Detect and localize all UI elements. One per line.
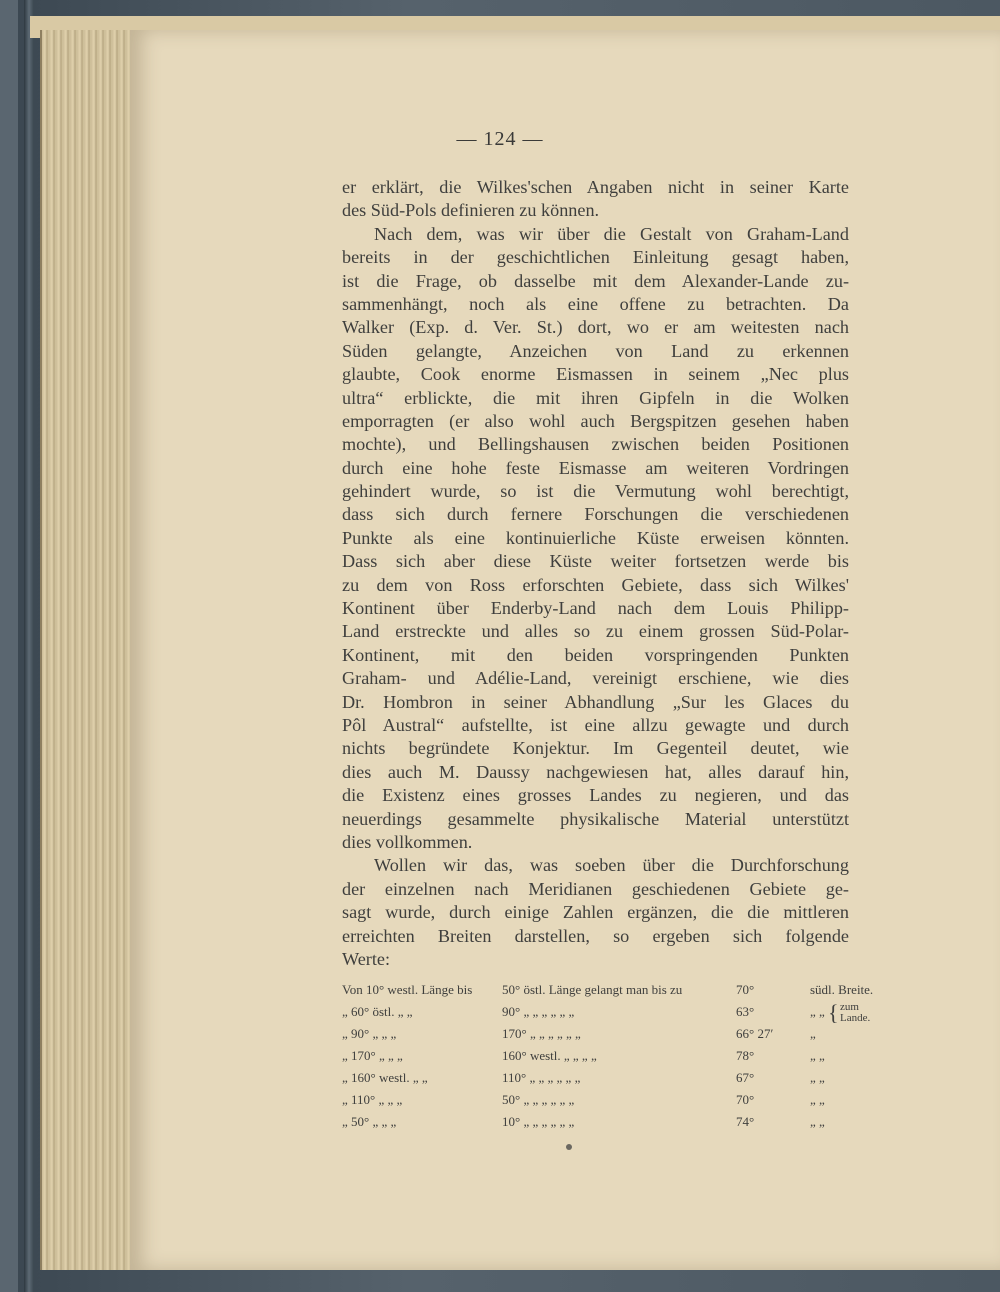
text-line: sammenhängt, noch als eine offene zu betrachten. Da (342, 293, 849, 314)
latitude-table (342, 982, 882, 1136)
text-line: mochte), und Bellingshausen zwischen beiden Positionen (342, 434, 849, 455)
text-line: dies auch M. Daussy nachgewiesen hat, alles darauf hin, (342, 761, 849, 782)
text-line: neuerdings gesammelte physikalische Material unterstützt (342, 808, 849, 829)
text-line: Walker (Exp. d. Ver. St.) dort, wo er am weitesten nach (342, 317, 849, 338)
table-cell-from: „ 60° östl. „ „ (342, 1004, 413, 1019)
text-line: der einzelnen nach Meridianen geschiedenen Gebiete ge- (342, 878, 849, 899)
text-line: Pôl Austral“ aufstellte, ist eine allzu gewagte und durch (342, 714, 849, 735)
brace-note: zum Lande. (840, 1001, 871, 1024)
text-line: nichts begründete Konjektur. Im Gegenteil deutet, wie (342, 738, 849, 759)
text-line: Werte: (342, 948, 391, 969)
text-line: des Süd-Pols definieren zu können. (342, 200, 600, 221)
text-line: Wollen wir das, was soeben über die Durchforschung (374, 855, 849, 876)
table-cell-unit: „ „ (810, 1114, 825, 1129)
table-cell-latitude: 70° (736, 1092, 755, 1107)
table-cell-from: Von 10° westl. Länge bis (342, 982, 473, 997)
text-line: Punkte als eine kontinuierliche Küste erweisen könnten. (342, 527, 849, 548)
table-row (342, 1000, 882, 1026)
table-cell-to: 50° östl. Länge gelangt man bis zu (502, 982, 683, 997)
table-cell-unit: „ „ (810, 1092, 825, 1107)
text-line: zu dem von Ross erforschten Gebiete, dass sich Wilkes' (342, 574, 849, 595)
table-cell-latitude: 74° (736, 1114, 755, 1129)
text-line: erreichten Breiten darstellen, so ergeben sich folgende (342, 925, 849, 946)
text-line: Land erstreckte und alles so zu einem grossen Süd-Polar- (342, 621, 849, 642)
table-cell-latitude: 66° 27′ (736, 1026, 774, 1041)
text-line: sagt wurde, durch einige Zahlen ergänzen, die die mittleren (342, 902, 849, 923)
text-line: er erklärt, die Wilkes'schen Angaben nicht in seiner Karte (342, 177, 849, 197)
table-cell-to: 110° „ „ „ „ „ „ (502, 1070, 581, 1085)
table-cell-latitude: 70° (736, 982, 755, 997)
curly-brace-icon: { (828, 1000, 839, 1025)
table-row (342, 982, 882, 1004)
table-cell-from: „ 170° „ „ „ (342, 1048, 403, 1063)
table-cell-latitude: 67° (736, 1070, 755, 1085)
text-line: Süden gelangte, Anzeichen von Land zu erkennen (342, 340, 849, 361)
spine-edge (24, 0, 34, 1292)
table-row (342, 1092, 882, 1114)
text-line: glaubte, Cook enorme Eismassen in seinem „Nec plus (342, 364, 849, 385)
text-line: emporragten (er also wohl auch Bergspitzen gesehen haben (342, 410, 849, 431)
text-line: dass sich durch fernere Forschungen die verschiedenen (342, 504, 849, 525)
table-cell-to: 90° „ „ „ „ „ „ (502, 1004, 575, 1019)
text-line: Dass sich aber diese Küste weiter fortsetzen werde bis (342, 551, 849, 572)
table-cell-unit: südl. Breite. (810, 982, 874, 997)
table-cell-to: 10° „ „ „ „ „ „ (502, 1114, 575, 1129)
text-line: durch eine hohe feste Eismasse am weiteren Vordringen (342, 457, 849, 478)
table-cell-to: 160° westl. „ „ „ „ (502, 1048, 597, 1063)
text-line: ist die Frage, ob dasselbe mit dem Alexander-Lande zu- (342, 270, 849, 291)
table-cell-latitude: 78° (736, 1048, 755, 1063)
page-edges-stack (40, 30, 137, 1270)
table-row (342, 1026, 882, 1048)
ink-speck (566, 1144, 572, 1150)
body-text (342, 176, 849, 971)
table-cell-latitude: 63° (736, 1004, 755, 1019)
text-line: Dr. Hombron in seiner Abhandlung „Sur les Glaces du (342, 691, 849, 712)
text-line: dies vollkommen. (342, 831, 473, 852)
text-line: Graham- und Adélie-Land, vereinigt erschiene, wie dies (342, 668, 849, 689)
table-cell-to: 170° „ „ „ „ „ „ (502, 1026, 581, 1041)
table-row (342, 1048, 882, 1070)
table-cell-unit: „ „ (810, 1004, 825, 1019)
text-line: Kontinent, mit den beiden vorspringenden Punkten (342, 644, 849, 665)
table-cell-from: „ 90° „ „ „ (342, 1026, 397, 1041)
text-line: die Existenz eines grosses Landes zu negieren, und das (342, 785, 849, 806)
text-line: bereits in der geschichtlichen Einleitung gesagt haben, (342, 247, 849, 268)
table-row (342, 1070, 882, 1092)
table-row (342, 1114, 882, 1136)
table-cell-unit: „ „ (810, 1048, 825, 1063)
table-cell-unit: „ „ (810, 1070, 825, 1085)
text-line: gehindert wurde, so ist die Vermutung wohl berechtigt, (342, 481, 849, 502)
text-line: ultra“ erblickte, die mit ihren Gipfeln in die Wolken (342, 387, 849, 408)
page-number: — 124 — (456, 128, 544, 150)
text-line: Nach dem, was wir über die Gestalt von Graham-Land (374, 223, 849, 244)
table-cell-to: 50° „ „ „ „ „ „ (502, 1092, 575, 1107)
text-line: Kontinent über Enderby-Land nach dem Louis Philipp- (342, 598, 849, 619)
table-cell-unit: „ (810, 1026, 816, 1041)
table-cell-from: „ 50° „ „ „ (342, 1114, 397, 1129)
table-cell-from: „ 110° „ „ „ (342, 1092, 403, 1107)
table-cell-from: „ 160° westl. „ „ (342, 1070, 428, 1085)
